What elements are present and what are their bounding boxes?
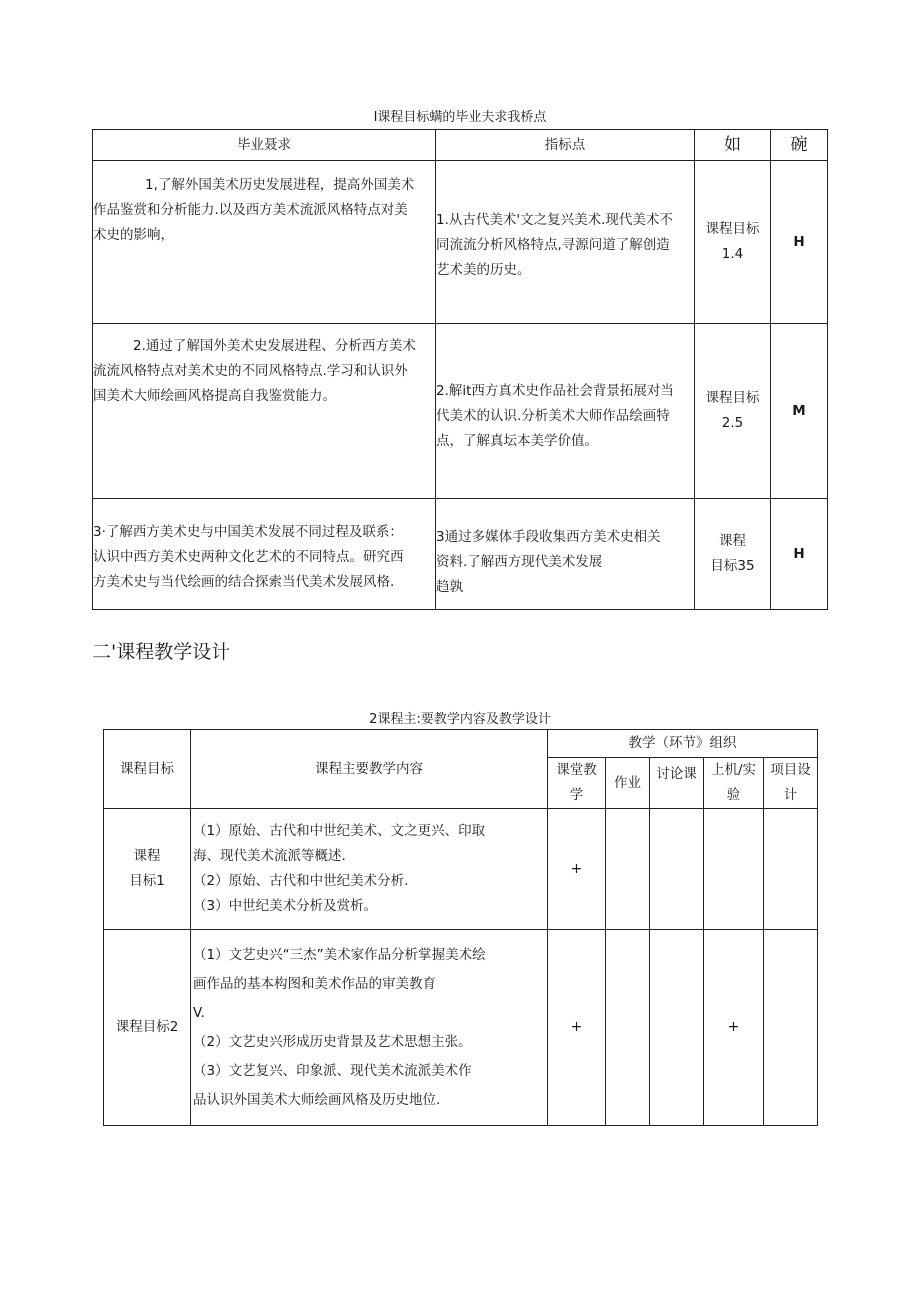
content-cell: （1）原始、古代和中世纪美术、文之更兴、印取 海、现代美术流派等概述. （2）原始、古代和中世纪美术分析. （3）中世纪美术分析及赏析。 [191, 809, 548, 930]
section-heading: 二'课程教学设计 [92, 641, 231, 663]
content-cell: （1）文艺史兴“三杰”美术家作品分析掌握美术绘 画作品的基本构图和美术作品的审美教育 V. （2）文艺史兴形成历史背景及艺术思想主张。 （3）文艺复兴、印象派、现代美术流派美术作 品认识外国美术大师绘画风格及历史地位. [191, 930, 548, 1126]
header-requirement: 毕业聂求 [93, 130, 436, 161]
table1-caption: I课程目标螨的毕业夫求我桥点 [373, 110, 547, 125]
goal-cell: 课程目标 1.4 [695, 161, 771, 324]
level-cell: M [771, 324, 828, 499]
header-teaching-organization: 教学（环节》组织 [548, 730, 818, 758]
indicator-cell: 1.从古代美术'文之复兴美术.现代美术不 同流流分析风格特点,寻源问道了解创造 艺术美的历史。 [436, 161, 695, 324]
mark-lab [704, 809, 764, 930]
requirement-cell: 2.通过了解国外美术史发展进程、分析西方美术 流流风格特点对美术史的不同风格特点.学习和认识外 国美术大师绘画风格提高自我鉴赏能力。 [93, 324, 436, 499]
subheader-homework: 作业 [606, 758, 650, 809]
subheader-classroom: 课堂教 学 [548, 758, 606, 809]
course-goal-cell: 课程目标2 [104, 930, 191, 1126]
table2-header-row [104, 730, 818, 758]
mark-classroom: + [548, 930, 606, 1126]
indicator-cell: 3通过多媒体手段收集西方美术史相关 资料.了解西方现代美术发展 趋孰 [436, 499, 695, 610]
mark-homework [606, 809, 650, 930]
level-cell: H [771, 499, 828, 610]
mark-lab: + [704, 930, 764, 1126]
header-main-content: 课程主要教学内容 [191, 730, 548, 809]
mark-project [764, 930, 818, 1126]
graduation-requirements-table [92, 129, 828, 610]
header-indicator: 指标点 [436, 130, 695, 161]
table1-row [93, 161, 828, 324]
table1-row [93, 499, 828, 610]
subheader-lab: 上机/实 验 [704, 758, 764, 809]
subheader-project: 项目设 计 [764, 758, 818, 809]
indicator-cell: 2.解it西方真术史作品社会背景拓展对当 代美术的认识.分析美术大师作品绘画特 点，了解真坛本美学价值。 [436, 324, 695, 499]
header-level: 碗 [771, 130, 828, 161]
requirement-cell: 3·了解西方美术史与中国美术发展不同过程及联系： 认识中西方美术史两种文化艺术的不同特点。研究西 方美术史与当代绘画的结合探索当代美术发展风格. [93, 499, 436, 610]
table2-row [104, 930, 818, 1126]
goal-cell: 课程 目标35 [695, 499, 771, 610]
course-goal-cell: 课程 目标1 [104, 809, 191, 930]
requirement-cell: 1,了解外国美术历史发展进程，提高外国美术 作品鉴赏和分析能力.以及西方美术流派风格特点对美 术史的影响， [93, 161, 436, 324]
table1-row [93, 324, 828, 499]
subheader-discussion: 讨论课 [650, 758, 704, 809]
mark-discussion [650, 809, 704, 930]
teaching-design-table [103, 729, 818, 1126]
goal-cell: 课程目标 2.5 [695, 324, 771, 499]
table2-caption: 2课程主:要教学内容及教学设计 [369, 712, 551, 727]
table2-row [104, 809, 818, 930]
mark-homework [606, 930, 650, 1126]
table1-header-row [93, 130, 828, 161]
mark-discussion [650, 930, 704, 1126]
mark-project [764, 809, 818, 930]
level-cell: H [771, 161, 828, 324]
header-course-goal: 课程目标 [104, 730, 191, 809]
header-goal: 如 [695, 130, 771, 161]
mark-classroom: + [548, 809, 606, 930]
